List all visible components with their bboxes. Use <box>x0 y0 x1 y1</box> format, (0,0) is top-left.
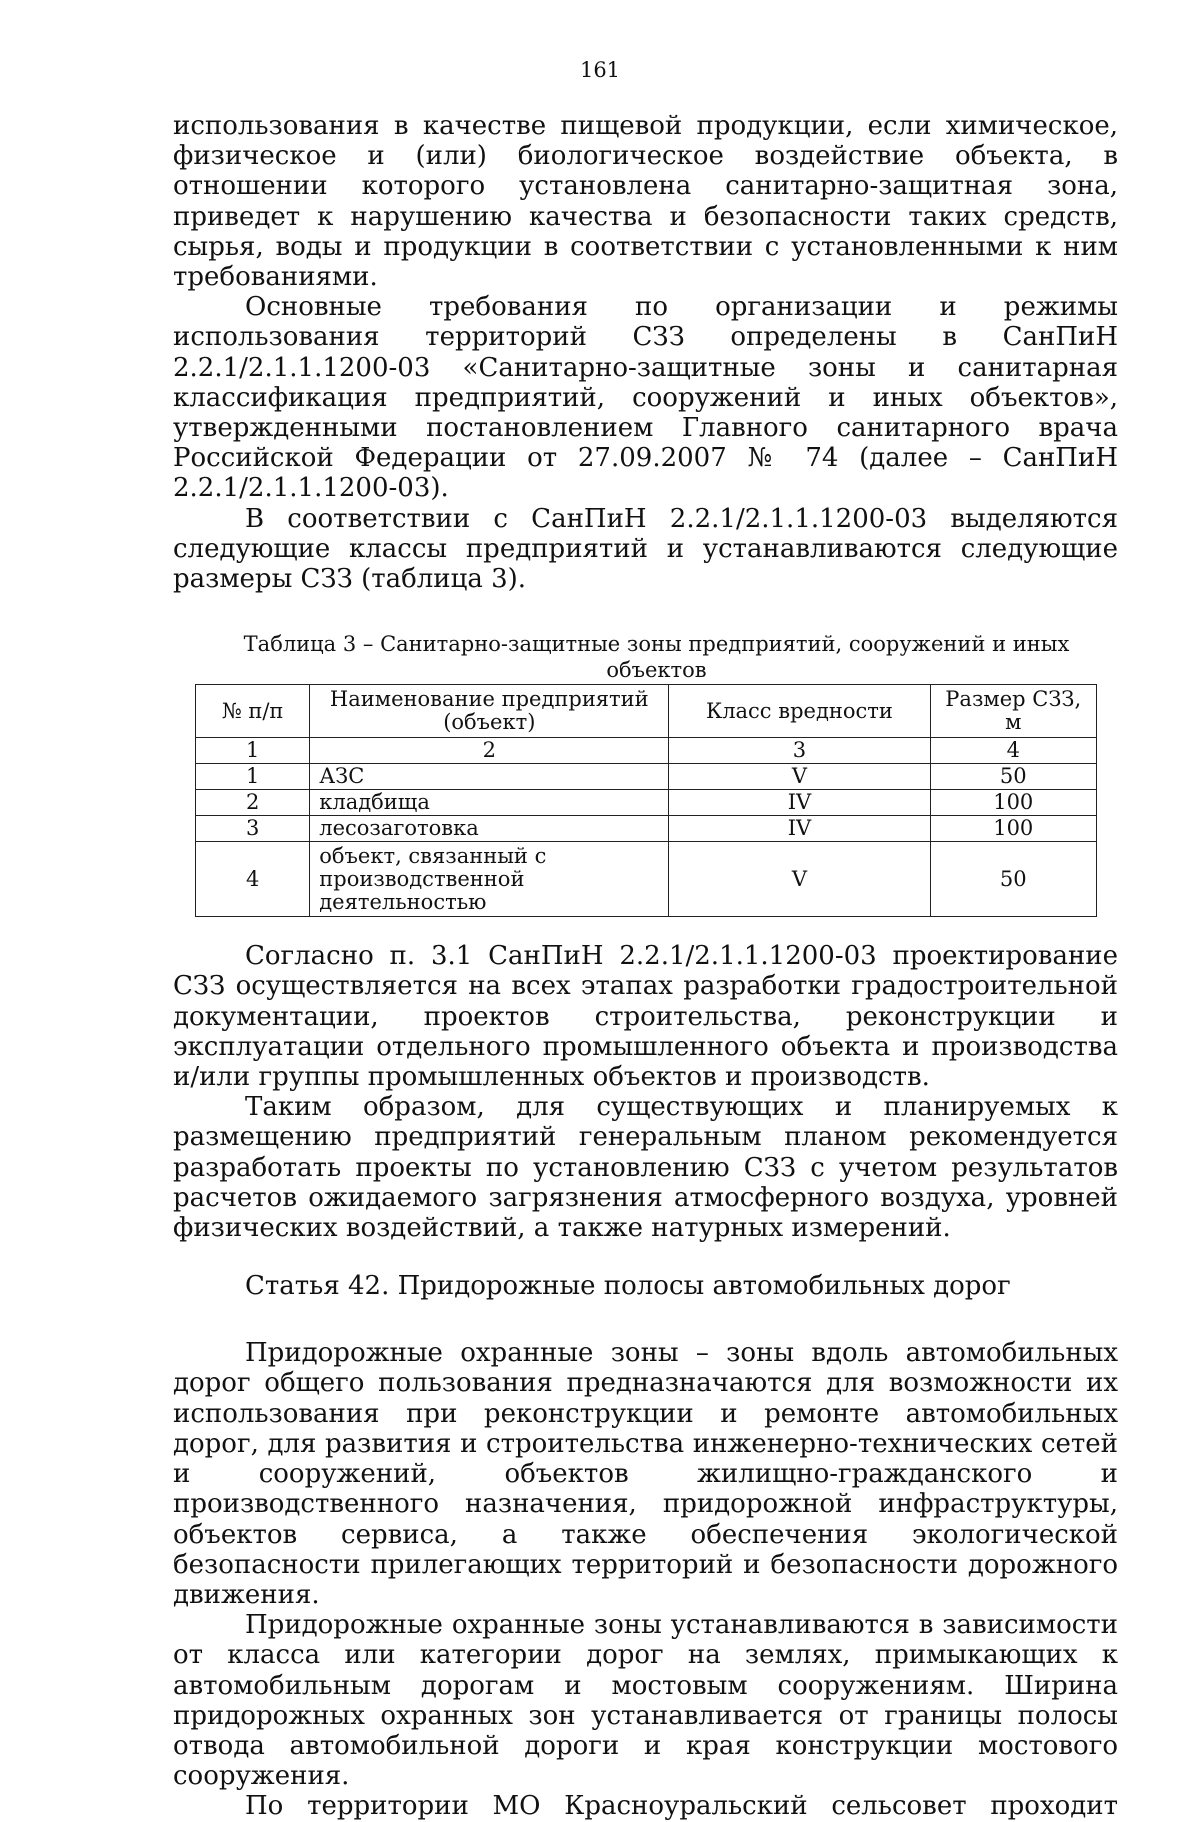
cell-name: АЗС <box>310 764 669 790</box>
cell-size: 100 <box>930 790 1097 816</box>
cell-number: 3 <box>196 816 310 842</box>
cell-name: кладбища <box>310 790 669 816</box>
cell-number: 4 <box>196 842 310 917</box>
page-number: 161 <box>579 58 621 82</box>
paragraph-zone-width: Придорожные охранные зоны устанавливаются в зависимости от класса или категории дорог на землях, примыкающих к автомобильным дорогам и мостовым сооружениям. Ширина придорожных охранных зон устанавливается от границы полосы отвода автомобильной дороги и края конструкции мостового сооружения. <box>173 1610 1118 1792</box>
table-caption: Таблица 3 – Санитарно-защитные зоны предприятий, сооружений и иных объектов <box>243 632 1070 683</box>
column-number-cell: 3 <box>669 738 930 764</box>
cell-name: лесозаготовка <box>310 816 669 842</box>
paragraph-continues: По территории МО Красноуральский сельсовет проходит <box>245 1791 1118 1822</box>
column-number-cell: 2 <box>310 738 669 764</box>
header-cell-name: Наименование предприятий (объект) <box>310 685 669 738</box>
header-cell-number: № п/п <box>196 685 310 738</box>
paragraph-continuation: использования в качестве пищевой продукции, если химическое, физическое и (или) биологическое воздействие объекта, в отношении которого установлена санитарно-защитная зона, приведет к нарушению качества и безопасности таких средств, сырья, воды и продукции в соответствии с установленными к ним требованиями. <box>173 111 1118 293</box>
cell-class: V <box>669 764 930 790</box>
table-header-row <box>196 685 1097 738</box>
cell-number: 2 <box>196 790 310 816</box>
cell-class: IV <box>669 816 930 842</box>
table-row <box>196 790 1097 816</box>
paragraph-sanpin-requirements: Основные требования по организации и режимы использования территорий СЗЗ определены в СанПиН 2.2.1/2.1.1.1200-03 «Санитарно-защитные зоны и санитарная классификация предприятий, сооружений и иных объектов», утвержденными постановлением Главного санитарного врача Российской Федерации от 27.09.2007 № 74 (далее – СанПиН 2.2.1/2.1.1.1200-03). <box>173 292 1118 504</box>
header-cell-class: Класс вредности <box>669 685 930 738</box>
table-row <box>196 764 1097 790</box>
cell-size: 100 <box>930 816 1097 842</box>
cell-class: IV <box>669 790 930 816</box>
paragraph-enterprise-classes: В соответствии с СанПиН 2.2.1/2.1.1.1200-03 выделяются следующие классы предприятий и устанавливаются следующие размеры СЗЗ (таблица 3). <box>173 503 1118 595</box>
cell-number: 1 <box>196 764 310 790</box>
sanitary-zones-table <box>195 684 1097 917</box>
table-row <box>196 842 1097 917</box>
paragraph-design-stages: Согласно п. 3.1 СанПиН 2.2.1/2.1.1.1200-03 проектирование СЗЗ осуществляется на всех этапах разработки градостроительной документации, проектов строительства, реконструкции и эксплуатации отдельного промышленного объекта и производства и/или группы промышленных объектов и производств. <box>173 941 1118 1093</box>
article-heading: Статья 42. Придорожные полосы автомобильных дорог <box>245 1271 1011 1302</box>
table-row <box>196 816 1097 842</box>
page-content <box>173 111 1118 1822</box>
paragraph-recommendation: Таким образом, для существующих и планируемых к размещению предприятий генеральным планом рекомендуется разработать проекты по установлению СЗЗ с учетом результатов расчетов ожидаемого загрязнения атмосферного воздуха, уровней физических воздействий, а также натурных измерений. <box>173 1092 1118 1244</box>
paragraph-roadside-zones: Придорожные охранные зоны – зоны вдоль автомобильных дорог общего пользования предназначаются для возможности их использования при реконструкции и ремонте автомобильных дорог, для развития и строительства инженерно-технических сетей и сооружений, объектов жилищно-гражданского и производственного назначения, придорожной инфраструктуры, объектов сервиса, а также обеспечения экологической безопасности прилегающих территорий и безопасности дорожного движения. <box>173 1338 1118 1610</box>
cell-size: 50 <box>930 764 1097 790</box>
cell-size: 50 <box>930 842 1097 917</box>
cell-class: V <box>669 842 930 917</box>
column-number-cell: 4 <box>930 738 1097 764</box>
column-number-cell: 1 <box>196 738 310 764</box>
table-column-numbers-row <box>196 738 1097 764</box>
header-cell-size: Размер СЗЗ, м <box>930 685 1097 738</box>
cell-name: объект, связанный с производственной деятельностью <box>310 842 669 917</box>
